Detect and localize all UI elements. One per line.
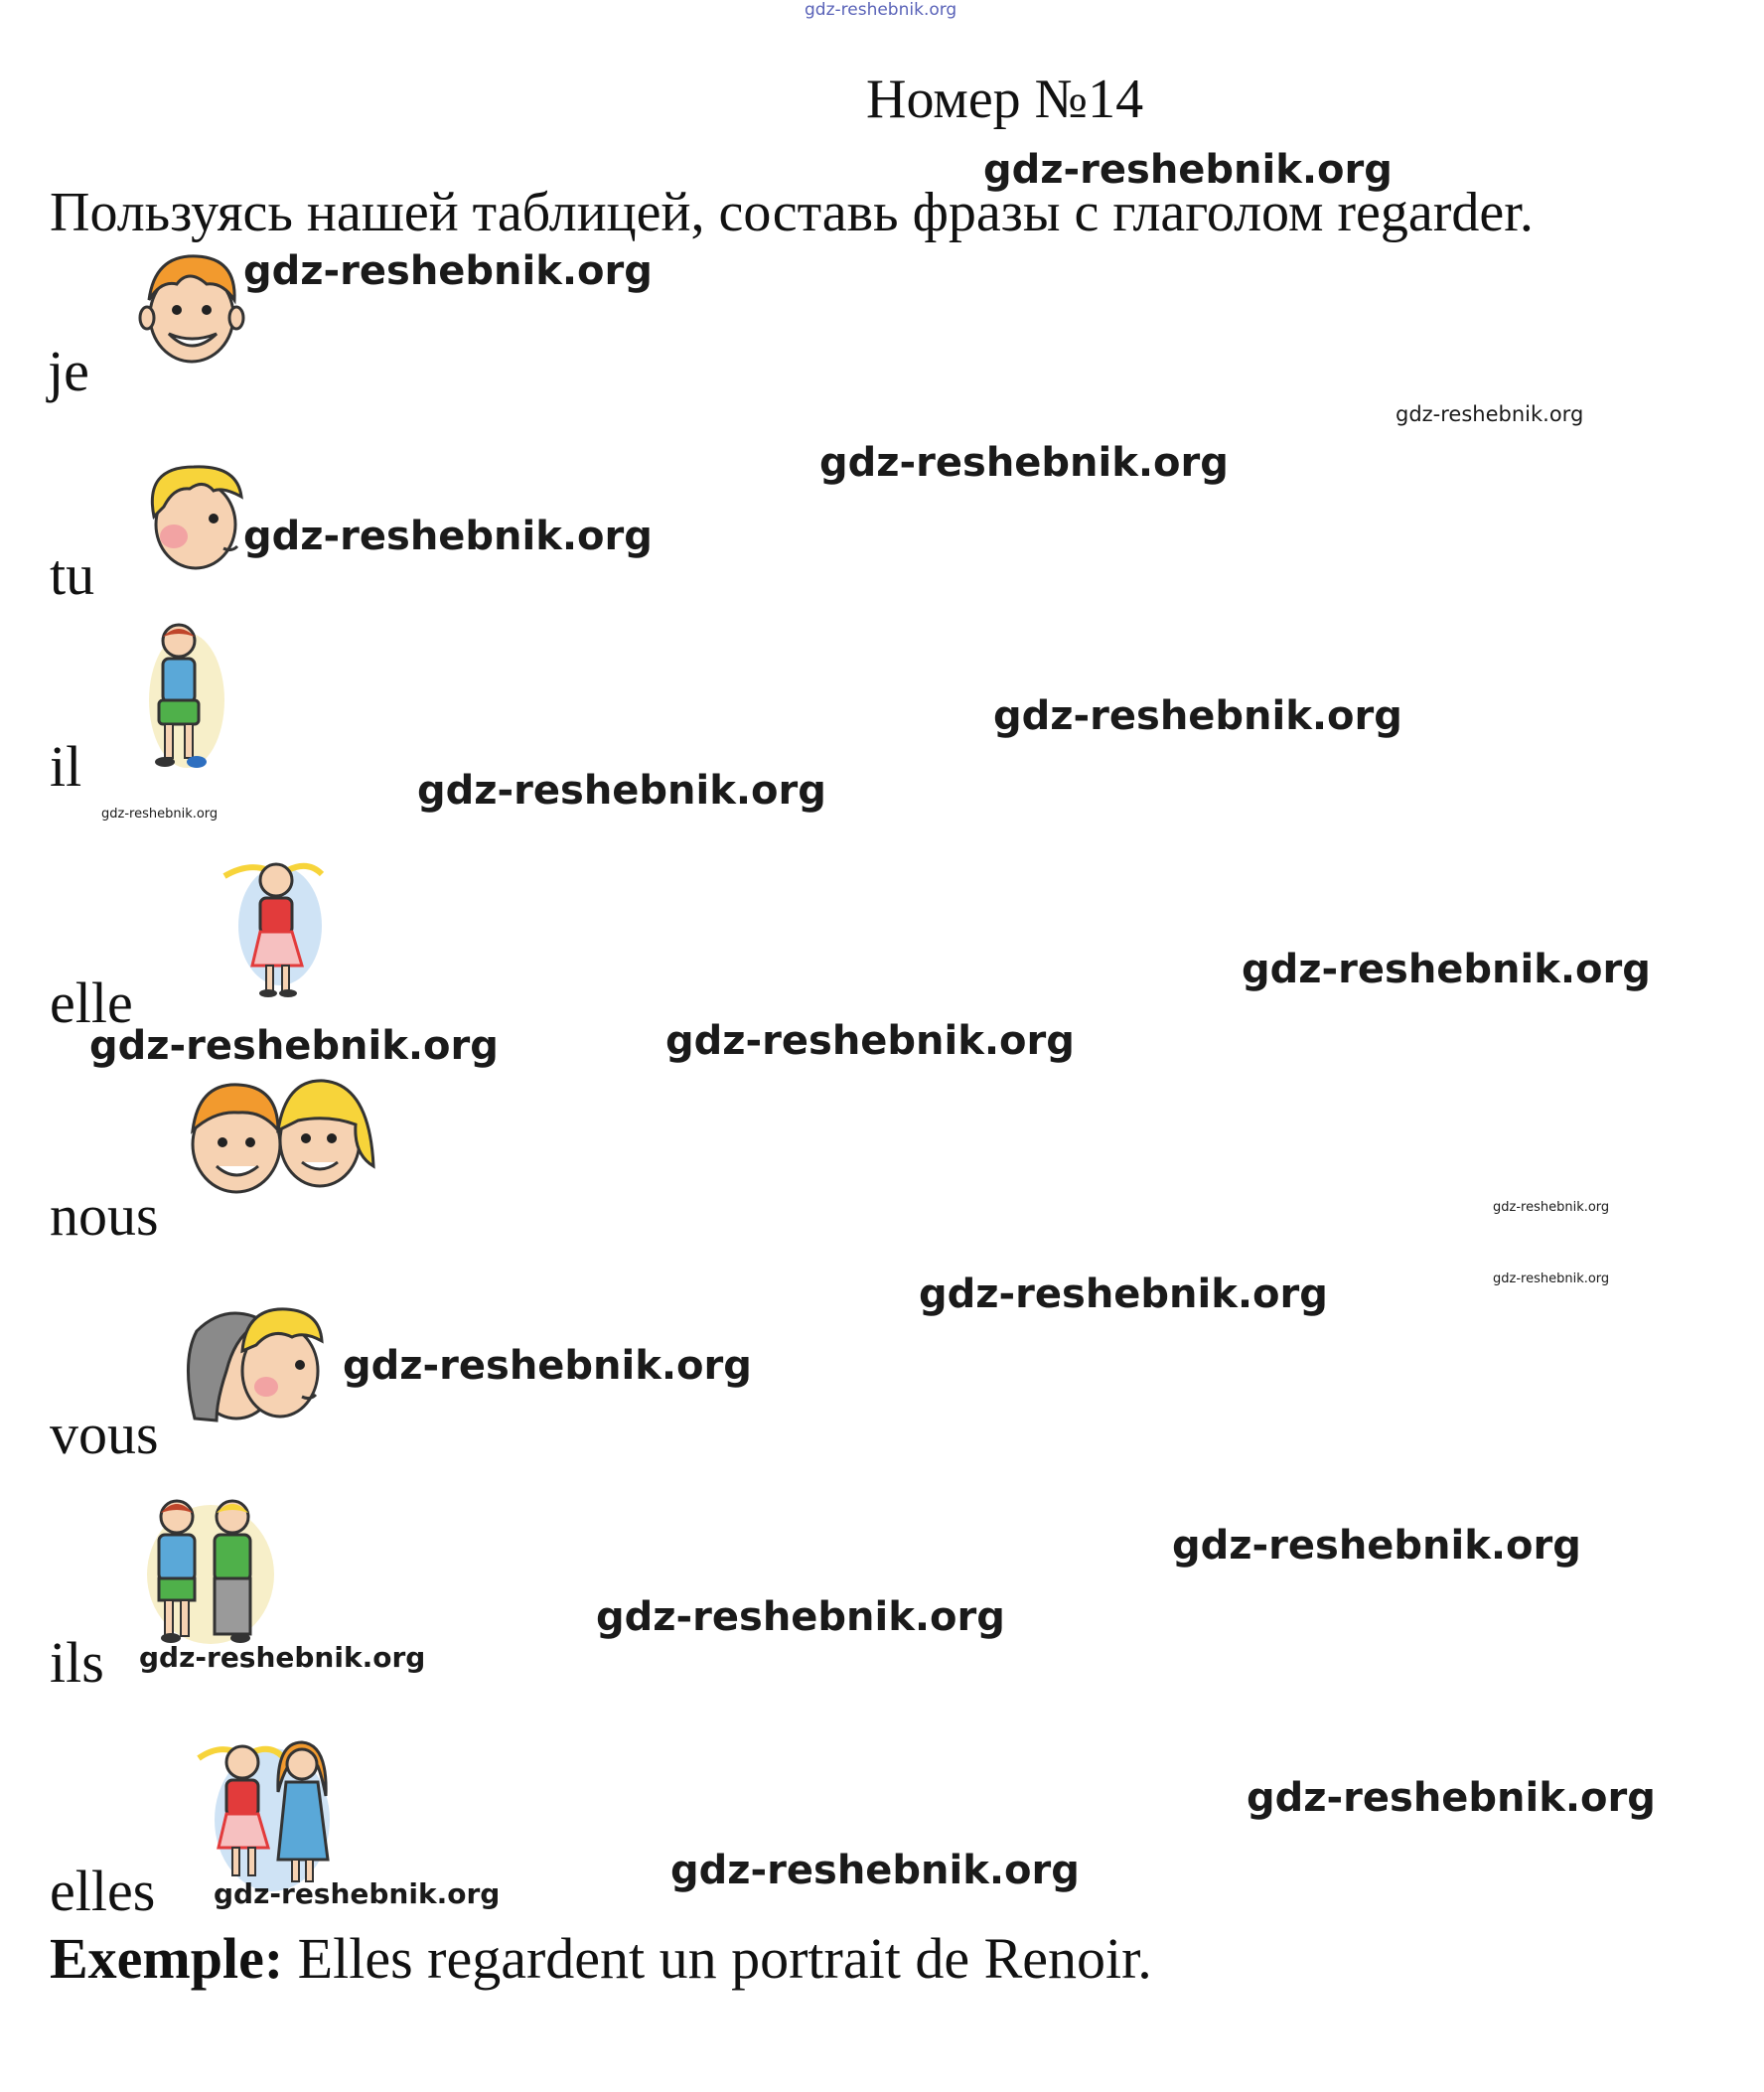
watermark: gdz-reshebnik.org [1493,1200,1610,1215]
blond-boy-face-icon [134,457,243,576]
watermark: gdz-reshebnik.org [243,514,653,559]
watermark: gdz-reshebnik.org [1493,1271,1610,1286]
top-watermark: gdz-reshebnik.org [805,0,957,20]
example-text: Elles regardent un portrait de Renoir. [283,1926,1152,1991]
page-title: Номер №14 [866,69,1144,130]
watermark: gdz-reshebnik.org [1396,402,1584,426]
watermark: gdz-reshebnik.org [89,1023,499,1069]
boy-figure-icon [137,621,226,775]
pronoun-tu: tu [50,542,95,607]
watermark: gdz-reshebnik.org [1247,1775,1656,1821]
boy-face-icon [137,248,246,368]
two-profiles-icon [177,1301,326,1430]
watermark: gdz-reshebnik.org [993,693,1402,739]
two-boys-icon [137,1495,276,1649]
pronoun-nous: nous [50,1183,159,1248]
watermark: gdz-reshebnik.org [596,1594,1005,1640]
watermark: gdz-reshebnik.org [417,768,826,814]
watermark: gdz-reshebnik.org [214,1877,501,1910]
instruction-text: Пользуясь нашей таблицей, составь фразы с глаголом regarder. [50,182,1534,243]
watermark: gdz-reshebnik.org [343,1343,752,1389]
example-sentence [50,1925,1152,1992]
example-label: Exemple: [50,1926,284,1991]
watermark: gdz-reshebnik.org [919,1271,1328,1317]
pronoun-ils: ils [50,1630,104,1695]
pronoun-vous: vous [50,1402,159,1466]
watermark: gdz-reshebnik.org [1242,947,1651,992]
pronoun-je: je [48,339,89,403]
girl-figure-icon [219,856,328,1005]
two-faces-icon [179,1075,377,1204]
pronoun-elle: elle [50,971,133,1035]
watermark: gdz-reshebnik.org [1172,1523,1581,1569]
watermark: gdz-reshebnik.org [983,147,1393,193]
pronoun-elles: elles [50,1859,156,1923]
pronoun-il: il [50,734,82,799]
two-girls-icon [197,1736,336,1895]
watermark: gdz-reshebnik.org [670,1848,1080,1893]
watermark: gdz-reshebnik.org [665,1018,1075,1064]
watermark: gdz-reshebnik.org [139,1641,426,1674]
watermark: gdz-reshebnik.org [819,440,1229,486]
watermark: gdz-reshebnik.org [243,248,653,294]
watermark: gdz-reshebnik.org [101,807,219,822]
